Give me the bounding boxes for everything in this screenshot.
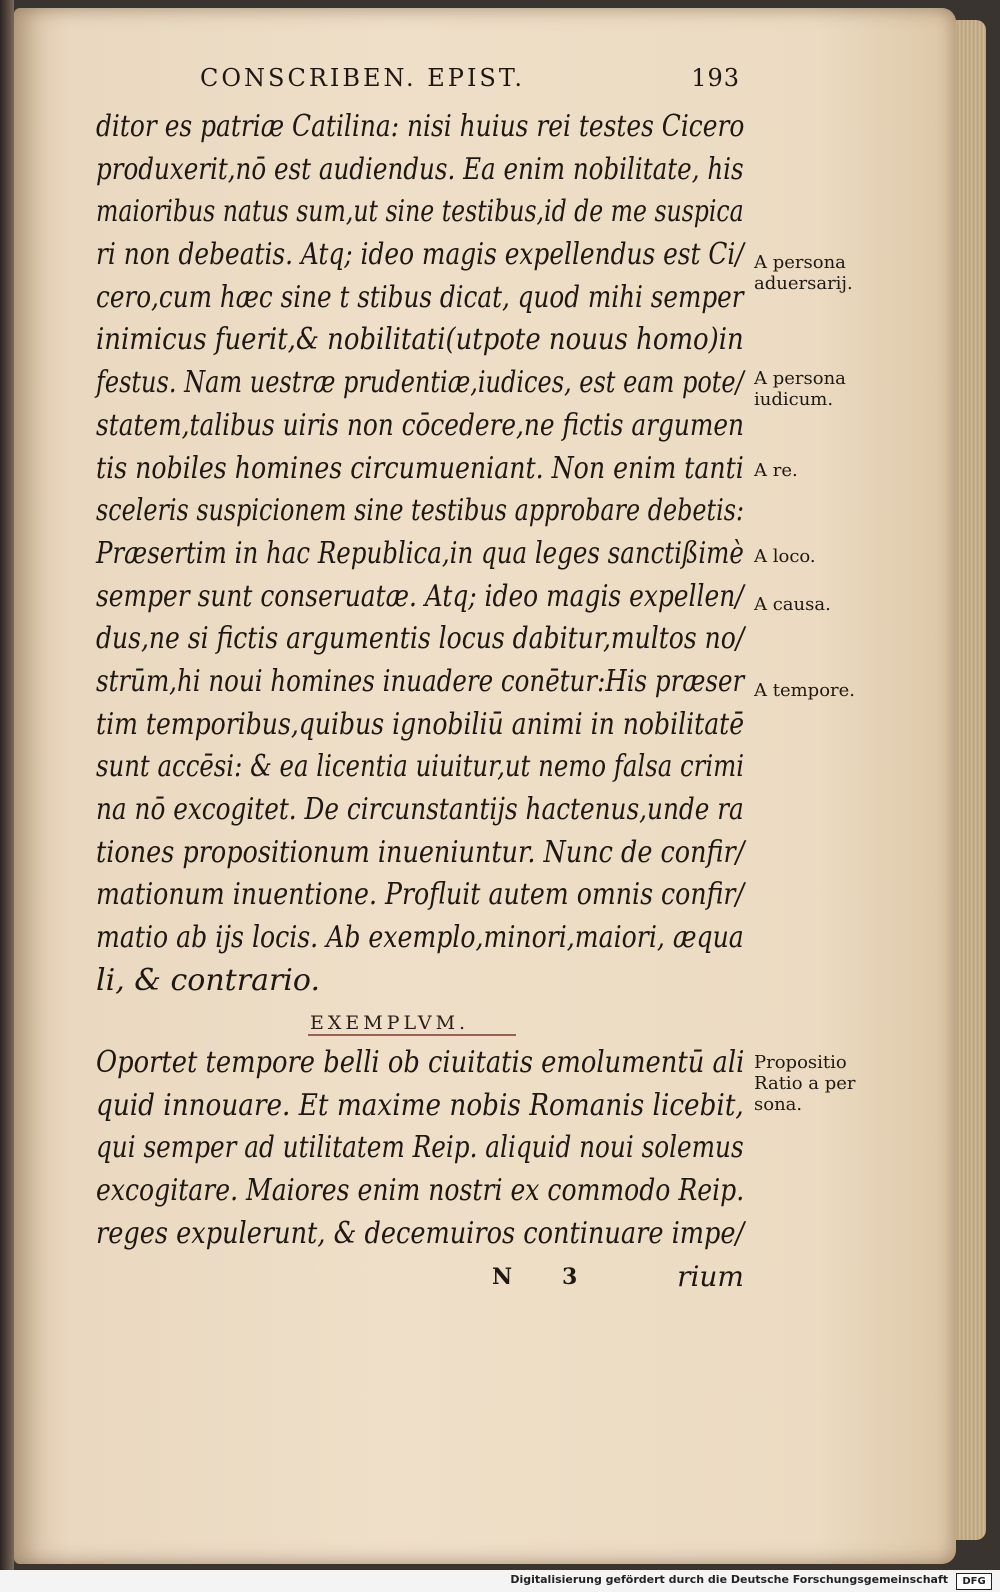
marginal-note: [754, 368, 846, 410]
text-line: na nō excogitet. De circunstantijs hactenus,unde ra: [96, 792, 744, 827]
signature-line: [96, 1260, 744, 1294]
text-line: ri non debeatis. Atq; ideo magis expellendus est Ci/: [96, 237, 744, 273]
text-line: quid innouare. Et maxime nobis Romanis licebit,: [96, 1087, 744, 1123]
text-line: excogitare. Maiores enim nostri ex commodo Reip.: [96, 1173, 745, 1209]
page-edges: [956, 20, 986, 1540]
dfg-logo: DFG: [956, 1573, 992, 1590]
text-line: ditor es patriæ Catilina: nisi huius rei testes Cicero: [96, 109, 745, 144]
marginal-note: [754, 1052, 855, 1115]
text-line: tiones propositionum inueniuntur. Nunc de confir/: [96, 834, 745, 870]
marginal-note-line: iudicum.: [754, 389, 834, 410]
text-line: festus. Nam uestræ prudentiæ,iudices, est eam pote/: [96, 365, 744, 401]
text-line: maioribus natus sum,ut sine testibus,id de me suspica: [96, 194, 744, 230]
text-line: produxerit,nō est audiendus. Ea enim nobilitate, his: [96, 151, 744, 187]
marginal-note-line: aduersarij.: [754, 273, 853, 294]
marginal-note-line: Propositio: [754, 1052, 847, 1073]
example-text-block: [96, 1042, 744, 1255]
running-head-title: CONSCRIBEN. EPIST.: [200, 64, 525, 92]
marginal-note-line: A persona: [754, 252, 846, 273]
funding-credit: Digitalisierung gefördert durch die Deutsche Forschungsgemeinschaft: [510, 1573, 948, 1586]
text-line: reges expulerunt, & decemuiros continuare impe/: [96, 1215, 745, 1251]
signature-number: 3: [562, 1264, 578, 1290]
marginal-note: [754, 460, 798, 481]
text-line: li, & contrario.: [96, 962, 320, 998]
heading-underline: [308, 1034, 516, 1036]
text-line: strūm,hi noui homines inuadere conētur:His præser: [96, 663, 745, 699]
text-line: matio ab ijs locis. Ab exemplo,minori,maiori, æqua: [96, 920, 744, 956]
running-head: [200, 64, 740, 92]
signature-mark: N: [492, 1264, 513, 1290]
previous-page-edge: [0, 0, 14, 1570]
text-line: tis nobiles homines circumueniant. Non enim tanti: [96, 450, 744, 486]
marginal-note-line: A loco.: [754, 546, 816, 567]
marginal-note: [754, 594, 831, 615]
text-line: sceleris suspicionem sine testibus approbare debetis:: [96, 493, 744, 529]
marginal-note-line: sona.: [754, 1094, 803, 1115]
marginal-note-line: A re.: [754, 460, 798, 481]
marginal-note-line: A tempore.: [754, 680, 856, 701]
marginal-note-line: A causa.: [754, 594, 831, 615]
text-line: sunt accēsi: & ea licentia uiuitur,ut nemo falsa crimi: [96, 749, 745, 785]
text-line: Præsertim in hac Republica,in qua leges sanctißimè: [96, 535, 744, 571]
text-line: mationum inuentione. Profluit autem omnis confir/: [96, 877, 744, 913]
text-line: semper sunt conseruatæ. Atq; ideo magis expellen/: [96, 578, 744, 614]
text-line: Oportet tempore belli ob ciuitatis emolumentū ali: [96, 1045, 745, 1080]
text-line: inimicus fuerit,& nobilitati(utpote nouus homo)in: [96, 322, 744, 358]
marginal-note: [754, 680, 855, 701]
marginal-note: [754, 546, 816, 567]
catchword: rium: [677, 1260, 744, 1293]
page-number: 193: [691, 64, 740, 92]
text-line: statem,talibus uiris non cōcedere,ne fictis argumen: [96, 407, 745, 443]
text-line: dus,ne si fictis argumentis locus dabitur,multos no/: [96, 621, 745, 657]
text-line: tim temporibus,quibus ignobiliū animi in nobilitatē: [96, 706, 745, 742]
main-text-block: [96, 106, 744, 1002]
marginal-note-line: A persona: [754, 368, 846, 389]
text-line: cero,cum hæc sine t stibus dicat, quod mihi semper: [96, 279, 744, 315]
section-heading: EXEMPLVM.: [310, 1012, 470, 1034]
marginal-note: [754, 252, 853, 294]
text-line: qui semper ad utilitatem Reip. aliquid noui solemus: [96, 1130, 744, 1166]
marginal-note-line: Ratio a per: [754, 1073, 856, 1094]
